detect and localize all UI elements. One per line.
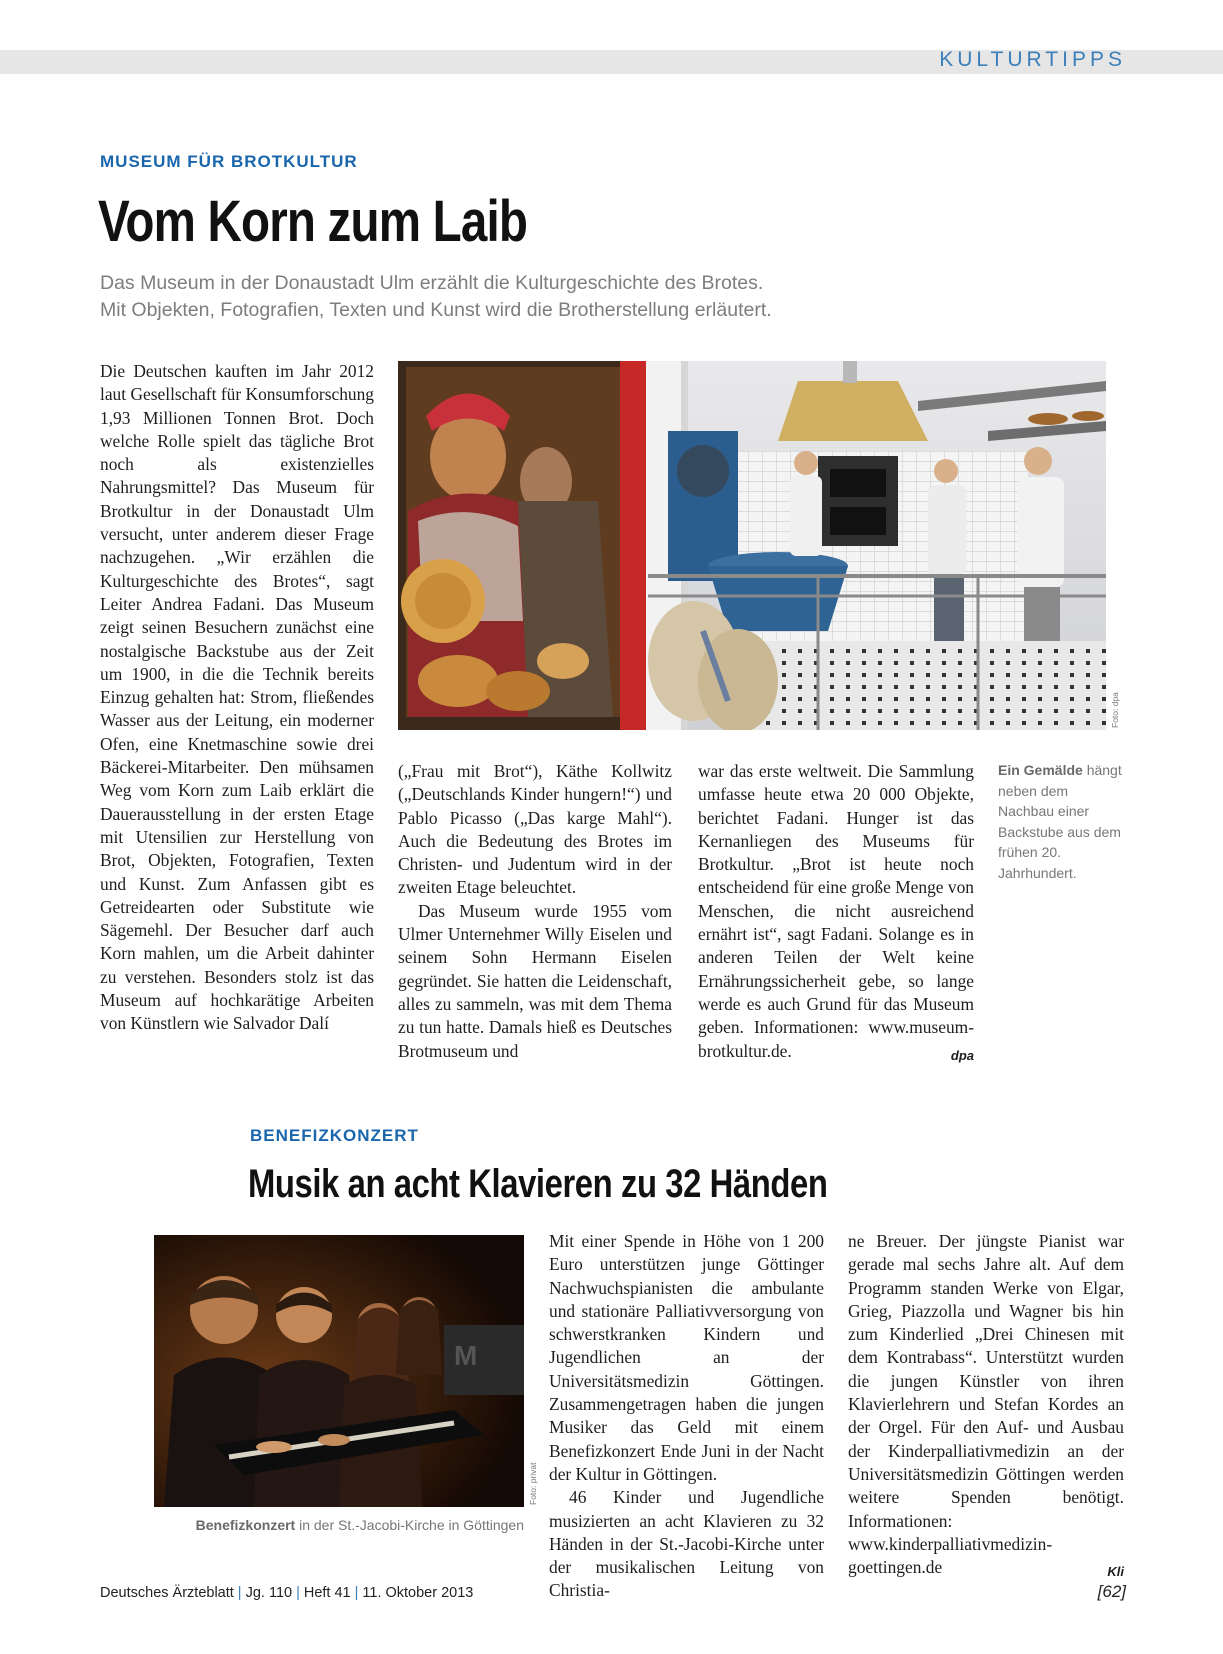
lead-line-1: Das Museum in der Donaustadt Ulm erzählt die Kulturgeschichte des Brotes.	[100, 272, 764, 294]
article1-col3-text	[698, 760, 974, 1063]
svg-text:M: M	[454, 1340, 478, 1371]
article1-caption-bold: Ein Gemälde	[998, 762, 1083, 778]
article1-col1-text: Die Deutschen kauften im Jahr 2012 laut Gesellschaft für Konsumforschung 1,93 Millionen Tonnen Brot. Doch welche Rolle spielt das tägliche Brot noch als existenzielles Nahrungsmittel? Das Museum für Brotkultur in der Donaustadt Ulm versucht, unter anderem dieser Frage nachzugehen. „Wir erzählen die Kulturgeschichte des Brotes“, sagt Leiter Andrea Fadani. Das Museum zeigt seinen Besuchern zunächst eine nostalgische Backstube aus der Zeit um 1900, in die die Technik bereits Einzug gehalten hat: Strom, fließendes Wasser aus der Leitung, ein moderner Ofen, eine Knetmaschine sowie drei Bäckerei-Mitarbeiter. Den mühsamen Weg vom Korn zum Laib erklärt die Dauerausstellung in der ersten Etage mit Utensilien zur Herstellung von Brot, Objekten, Fotografien, Texten und Kunst. Zum Anfassen gibt es Getreidearten oder Substitute wie Sägemehl. Der Besucher darf auch Korn mahlen, um die Arbeit dahinter zu verstehen. Besonders stolz ist das Museum auf hochkarätige Arbeiten von Künstlern wie Salvador Dalí	[100, 361, 374, 1034]
article2-title: Musik an acht Klavieren zu 32 Händen	[248, 1162, 828, 1206]
article1-kicker: MUSEUM FÜR BROTKULTUR	[100, 152, 358, 171]
article2-col2-text	[848, 1230, 1124, 1579]
article2-kicker: BENEFIZKONZERT	[250, 1126, 419, 1145]
footer-divider: |	[354, 1585, 359, 1601]
article1-title: Vom Korn zum Laib	[98, 189, 528, 254]
article1-photo-credit: Foto: dpa	[1110, 692, 1120, 728]
article1-photo-caption	[998, 760, 1126, 883]
article1-col2-para-1: („Frau mit Brot“), Käthe Kollwitz („Deutschlands Kinder hungern!“) und Pablo Picasso („Das karge Mahl“). Auch die Bedeutung des Brotes im Christen- und Judentum wird in der zweiten Etage beleuchtet.	[398, 761, 672, 898]
footer-divider: |	[237, 1585, 242, 1601]
article2-column-1	[549, 1230, 824, 1603]
article2-column-2	[848, 1230, 1124, 1583]
section-name: KULTURTIPPS	[939, 48, 1126, 71]
page-footer	[100, 1585, 473, 1601]
issue-date: 11. Oktober 2013	[362, 1585, 474, 1601]
page-number: [62]	[1097, 1582, 1126, 1601]
article1-caption-text: hängt neben dem Nachbau einer Backstube aus dem frühen 20. Jahrhundert.	[998, 762, 1122, 881]
concert-photo	[154, 1235, 524, 1507]
article1-col3-body: war das erste weltweit. Die Sammlung umfasse heute etwa 20 000 Objekte, berichtet Fadani. Hunger ist das Kernanliegen des Museums für Brotkultur. „Brot ist heute noch entscheidend für eine große Menge von Menschen, die nicht ausreichend ernährt ist“, sagt Fadani. Solange es in anderen Teilen der Welt keine Ernährungssicherheit gebe, so lange werde es auch Grund für das Museum geben. Informationen: www.museum-brotkultur.de.	[698, 761, 974, 1061]
article2-col1-para-1: Mit einer Spende in Höhe von 1 200 Euro unterstützen junge Göttinger Nachwuchspianisten die ambulante und stationäre Palliativversorgung von schwerstkranken Kindern und Jugendlichen an der Universitätsmedizin Göttingen. Zusammengetragen haben die jungen Musiker das Geld mit einem Benefizkonzert Ende Juni in der Nacht der Kultur in Göttingen.	[549, 1231, 824, 1484]
journal-issue: Heft 41	[303, 1585, 351, 1601]
bakery-photo-illustration	[398, 361, 1106, 730]
article2-signature: Kli	[1107, 1564, 1124, 1580]
journal-name: Deutsches Ärzteblatt	[100, 1585, 234, 1601]
article2-col2-body: ne Breuer. Der jüngste Pianist war gerade mal sechs Jahre alt. Auf dem Programm standen Werke von Elgar, Grieg, Piazzolla und Wagner bis hin zum Kinderlied „Drei Chinesen mit dem Kontrabass“. Unterstützt wurden die jungen Künstler von ihren Klavierlehrern und Stefan Kordes an der Orgel. Für den Auf- und Ausbau der Kinderpalliativmedizin an der Universitätsmedizin Göttingen werden weitere Spenden benötigt. Informationen: www.kinderpalliativmedizin-goettingen.de	[848, 1231, 1124, 1578]
lead-line-2: Mit Objekten, Fotografien, Texten und Kunst wird die Brotherstellung erläutert.	[100, 299, 772, 321]
article1-column-1	[100, 360, 374, 1036]
article2-photo-caption	[154, 1515, 524, 1536]
bakery-museum-photo	[398, 361, 1106, 730]
article2-photo-credit: Foto: privat	[528, 1462, 538, 1505]
article2-caption-bold: Benefizkonzert	[195, 1517, 296, 1533]
article1-col2-para-2: Das Museum wurde 1955 vom Ulmer Unternehmer Willy Eiselen und seinem Sohn Hermann Eiselen gegründet. Sie hatten die Leidenschaft, alles zu sammeln, was mit dem Thema zu tun hatte. Damals hieß es Deutsches Brotmuseum und	[398, 900, 672, 1061]
article2-caption-text: in der St.-Jacobi-Kirche in Göttingen	[295, 1517, 524, 1533]
article1-lead	[100, 270, 1000, 324]
article2-col1-para-2: 46 Kinder und Jugendliche musizierten an acht Klavieren zu 32 Händen in der St.-Jacobi-Kirche unter der musikalischen Leitung von Christia-	[549, 1487, 824, 1601]
article1-signature: dpa	[950, 1047, 974, 1063]
footer-divider: |	[296, 1585, 300, 1601]
concert-photo-illustration	[154, 1235, 524, 1507]
article1-column-2	[398, 760, 672, 1063]
journal-volume: Jg. 110	[245, 1585, 293, 1601]
article1-column-3	[698, 760, 974, 1067]
